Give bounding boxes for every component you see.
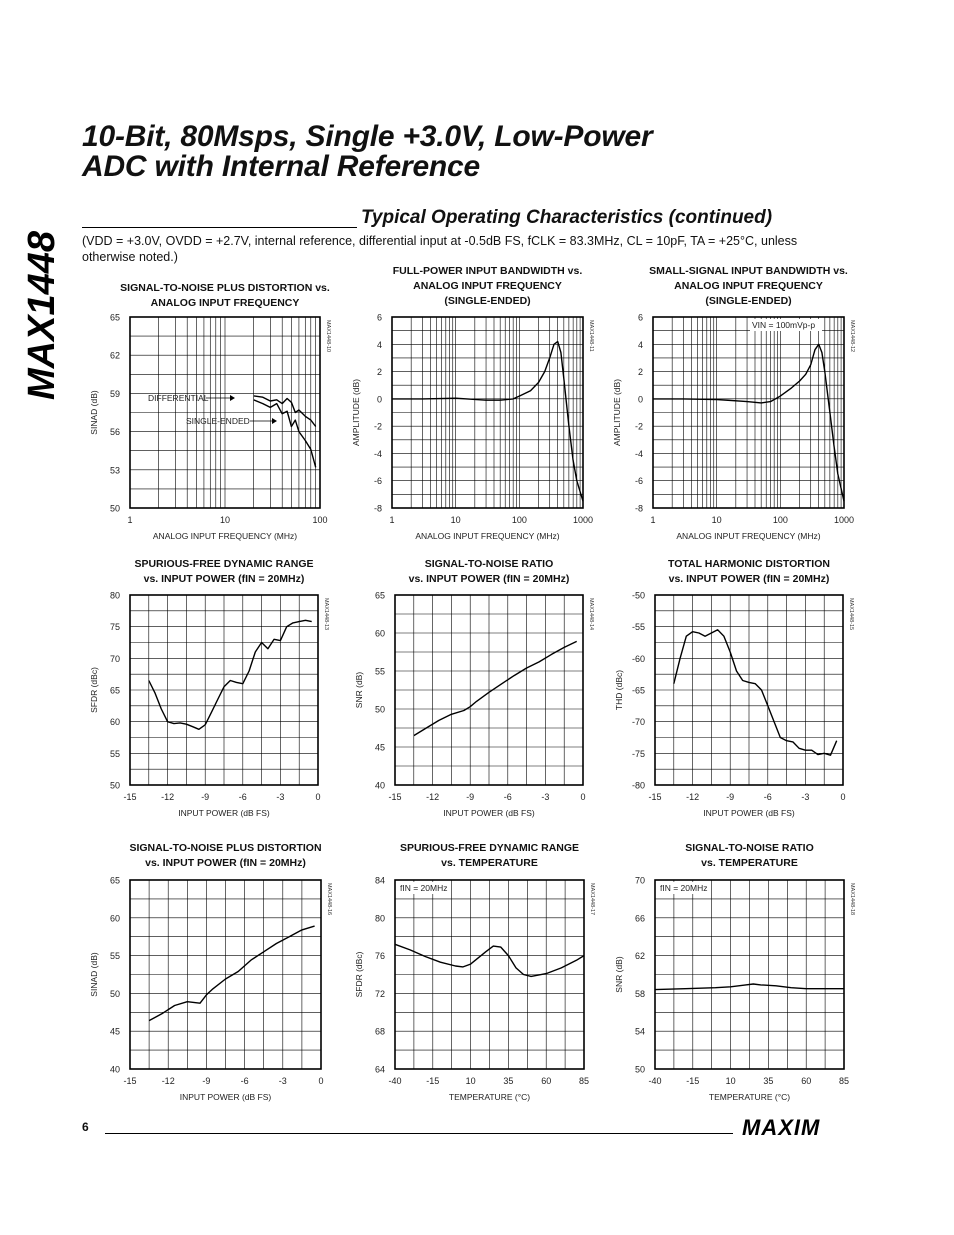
- gridlines: [653, 317, 844, 508]
- chart-title: [372, 264, 603, 309]
- x-tick-label: -3: [276, 792, 285, 802]
- chart-c9: [614, 875, 855, 1102]
- y-tick-label: 75: [109, 622, 120, 633]
- x-tick-label: 85: [578, 1076, 590, 1086]
- y-tick-label: 0: [376, 394, 382, 405]
- x-tick-label: 35: [763, 1076, 774, 1086]
- annotation-arrowhead: [272, 418, 277, 424]
- x-tick-label: 60: [801, 1076, 812, 1086]
- y-axis-label: SNR (dB): [614, 956, 624, 993]
- figure-tag: MAX1448-12: [849, 320, 855, 353]
- y-tick-label: 59: [109, 388, 120, 399]
- gridlines: [655, 595, 843, 785]
- y-tick-label: 53: [109, 465, 120, 476]
- y-tick-label: 80: [109, 590, 120, 601]
- y-tick-label: 60: [109, 913, 120, 924]
- x-tick-label: 1: [127, 515, 133, 525]
- page-title: [82, 122, 652, 182]
- y-tick-label: 65: [109, 312, 120, 323]
- x-tick-label: -6: [238, 792, 247, 802]
- part-number-sidebar: [10, 200, 60, 400]
- y-tick-label: 70: [109, 653, 120, 664]
- x-tick-label: 100: [772, 515, 788, 525]
- y-tick-label: 62: [634, 951, 645, 962]
- y-tick-label: 45: [374, 742, 385, 753]
- chart-title-line: vs. INPUT POWER (fIN = 20MHz): [145, 857, 306, 869]
- y-tick-label: 70: [634, 875, 645, 886]
- chart-title-line: vs. TEMPERATURE: [441, 857, 538, 869]
- y-axis-label: AMPLITUDE (dB): [612, 378, 622, 447]
- y-tick-label: 2: [376, 367, 382, 378]
- y-tick-label: -6: [373, 476, 382, 487]
- y-tick-label: -2: [634, 421, 643, 432]
- x-tick-label: 100: [312, 515, 328, 525]
- x-tick-label: -15: [648, 792, 662, 802]
- y-tick-label: -80: [631, 780, 645, 791]
- y-tick-label: 6: [637, 312, 643, 323]
- chart-c6: [614, 590, 854, 818]
- chart-c2: [351, 312, 594, 541]
- x-tick-label: -6: [763, 792, 772, 802]
- figure-tag: MAX1448-14: [588, 598, 594, 631]
- x-tick-label: -9: [466, 792, 475, 802]
- y-tick-label: 4: [376, 339, 382, 350]
- x-tick-label: 85: [838, 1076, 850, 1086]
- y-tick-label: -6: [634, 476, 643, 487]
- annotation-text: VIN = 100mVp-p: [752, 320, 816, 330]
- series-line-1: [392, 342, 583, 502]
- y-axis-label: SNR (dB): [354, 671, 364, 709]
- x-tick-label: -3: [278, 1076, 287, 1086]
- chart-c1: [89, 312, 331, 541]
- y-tick-label: 60: [374, 628, 385, 639]
- x-tick-label: -6: [240, 1076, 249, 1086]
- y-tick-label: -4: [373, 448, 382, 459]
- x-tick-label: 10: [465, 1076, 476, 1086]
- y-tick-label: 72: [374, 988, 385, 999]
- y-tick-label: -8: [634, 503, 643, 514]
- x-tick-label: -15: [686, 1076, 700, 1086]
- y-axis-label: SFDR (dBc): [89, 667, 99, 713]
- series-line-1: [254, 396, 316, 427]
- chart-c8: [354, 875, 595, 1102]
- annotation-text: fIN = 20MHz: [660, 883, 708, 893]
- chart-title: [635, 841, 864, 871]
- y-tick-label: 55: [374, 666, 385, 677]
- footer-rule: [105, 1133, 733, 1134]
- chart-c4: [89, 590, 329, 818]
- section-title: Typical Operating Characteristics (continued): [361, 207, 773, 228]
- x-axis-label: ANALOG INPUT FREQUENCY (MHz): [152, 531, 298, 541]
- x-tick-label: 1000: [572, 515, 594, 525]
- y-tick-label: 40: [374, 780, 385, 791]
- y-tick-label: 50: [109, 780, 120, 791]
- y-tick-label: 76: [374, 951, 385, 962]
- y-tick-label: -75: [631, 748, 645, 759]
- chart-title-line: SIGNAL-TO-NOISE PLUS DISTORTION vs.: [120, 282, 330, 294]
- y-axis-label: SINAD (dB): [89, 390, 99, 435]
- y-tick-label: 50: [109, 988, 120, 999]
- x-tick-label: 35: [503, 1076, 514, 1086]
- section-rule: [82, 227, 357, 228]
- part-number-vertical: MAX1448: [21, 231, 60, 400]
- y-tick-label: 65: [109, 685, 120, 696]
- y-axis-label: SFDR (dBc): [354, 951, 364, 998]
- x-tick-label: 10: [219, 515, 231, 525]
- x-axis-label: TEMPERATURE (°C): [708, 1092, 791, 1102]
- page-number: 6: [82, 1120, 89, 1134]
- x-tick-label: -15: [388, 792, 402, 802]
- x-tick-label: -9: [726, 792, 735, 802]
- chart-title-line: SPURIOUS-FREE DYNAMIC RANGE: [134, 558, 314, 570]
- chart-title: [633, 264, 864, 309]
- x-axis-label: INPUT POWER (dB FS): [703, 808, 795, 818]
- y-tick-label: 4: [637, 339, 643, 350]
- x-tick-label: 0: [318, 1076, 324, 1086]
- y-tick-label: 84: [374, 875, 385, 886]
- chart-c7: [89, 875, 332, 1102]
- x-tick-label: 10: [450, 515, 461, 525]
- gridlines: [655, 880, 844, 1069]
- chart-title-line: SIGNAL-TO-NOISE PLUS DISTORTION: [129, 842, 322, 854]
- chart-c5: [354, 590, 594, 818]
- x-tick-label: -40: [388, 1076, 402, 1086]
- chart-title: [375, 841, 604, 871]
- x-tick-label: -12: [161, 792, 175, 802]
- chart-title-line: ANALOG INPUT FREQUENCY: [150, 297, 300, 309]
- x-tick-label: -9: [202, 1076, 211, 1086]
- x-tick-label: 1: [650, 515, 656, 525]
- y-tick-label: 0: [637, 394, 643, 405]
- x-tick-label: 60: [541, 1076, 552, 1086]
- series-line-2: [254, 400, 316, 468]
- chart-title-line: vs. INPUT POWER (fIN = 20MHz): [408, 573, 570, 585]
- figure-tag: MAX1448-17: [589, 883, 595, 916]
- y-tick-label: 2: [637, 367, 643, 378]
- chart-title-line: vs. INPUT POWER (fIN = 20MHz): [668, 573, 830, 585]
- chart-title-line: ANALOG INPUT FREQUENCY: [413, 280, 562, 292]
- x-axis-label: ANALOG INPUT FREQUENCY (MHz): [415, 531, 560, 541]
- y-tick-label: 55: [109, 951, 120, 962]
- chart-title-line: (SINGLE-ENDED): [705, 295, 792, 307]
- y-tick-label: -8: [373, 503, 382, 514]
- x-tick-label: 1: [389, 515, 395, 525]
- chart-title-line: SMALL-SIGNAL INPUT BANDWIDTH vs.: [649, 265, 848, 277]
- maxim-logo: [742, 1117, 854, 1144]
- x-tick-label: 100: [511, 515, 527, 525]
- y-axis-label: THD (dBc): [614, 669, 624, 711]
- y-tick-label: 64: [374, 1064, 385, 1075]
- x-axis-label: TEMPERATURE (°C): [448, 1092, 531, 1102]
- chart-title: [375, 557, 603, 587]
- x-tick-label: -15: [123, 792, 137, 802]
- chart-title-line: TOTAL HARMONIC DISTORTION: [668, 558, 830, 570]
- y-tick-label: 50: [374, 704, 385, 715]
- x-tick-label: -40: [648, 1076, 662, 1086]
- chart-title: [110, 841, 341, 871]
- x-tick-label: 10: [725, 1076, 736, 1086]
- series-line-1: [414, 641, 577, 735]
- chart-title: [110, 557, 338, 587]
- x-tick-label: 0: [580, 792, 586, 802]
- gridlines: [395, 595, 583, 785]
- x-axis-label: INPUT POWER (dB FS): [178, 808, 270, 818]
- x-tick-label: -9: [201, 792, 210, 802]
- gridlines: [130, 317, 320, 508]
- figure-tag: MAX1448-13: [323, 598, 329, 631]
- y-tick-label: 56: [109, 427, 120, 438]
- series-line-1: [674, 630, 837, 755]
- x-tick-label: -6: [503, 792, 512, 802]
- x-tick-label: 0: [840, 792, 846, 802]
- x-tick-label: -12: [686, 792, 700, 802]
- annotation-arrowhead: [230, 395, 235, 401]
- y-tick-label: 6: [376, 312, 382, 323]
- test-conditions: (VDD = +3.0V, OVDD = +2.7V, internal reference, differential input at -0.5dB FS, fCLK = 83.3MHz, CL = 10pF, TA = +25°C, unless otherwise noted.): [82, 234, 798, 264]
- y-tick-label: 58: [634, 988, 645, 999]
- x-axis-label: ANALOG INPUT FREQUENCY (MHz): [676, 531, 821, 541]
- x-tick-label: 0: [315, 792, 321, 802]
- annotation-differential: DIFFERENTIAL: [148, 393, 209, 403]
- annotation-single-ended: SINGLE-ENDED: [186, 416, 250, 426]
- title-line-2: ADC with Internal Reference: [82, 150, 481, 183]
- figure-tag: MAX1448-15: [848, 598, 854, 631]
- x-tick-label: 10: [711, 515, 722, 525]
- y-tick-label: 60: [109, 717, 120, 728]
- x-tick-label: -12: [426, 792, 440, 802]
- chart-c3: [612, 312, 855, 541]
- series-line-1: [149, 926, 315, 1021]
- y-tick-label: -4: [634, 448, 643, 459]
- chart-title-line: vs. INPUT POWER (fIN = 20MHz): [143, 573, 305, 585]
- gridlines: [392, 317, 583, 508]
- y-tick-label: 80: [374, 913, 385, 924]
- x-tick-label: 1000: [833, 515, 855, 525]
- x-tick-label: -15: [123, 1076, 137, 1086]
- y-axis-label: SINAD (dB): [89, 952, 99, 997]
- y-tick-label: -60: [631, 653, 645, 664]
- y-tick-label: -55: [631, 622, 645, 633]
- y-tick-label: 50: [109, 503, 120, 514]
- figure-tag: MAX1448-16: [326, 883, 332, 916]
- title-line-1: 10-Bit, 80Msps, Single +3.0V, Low-Power: [82, 120, 653, 153]
- gridlines: [395, 880, 584, 1069]
- y-tick-label: 50: [634, 1064, 645, 1075]
- y-tick-label: 68: [374, 1026, 385, 1037]
- y-axis-label: AMPLITUDE (dB): [351, 378, 361, 447]
- series-line-1: [653, 344, 844, 501]
- chart-title-line: SIGNAL-TO-NOISE RATIO: [685, 842, 814, 854]
- logo-text: MAXIM: [742, 1117, 821, 1139]
- x-tick-label: -15: [426, 1076, 440, 1086]
- x-axis-label: INPUT POWER (dB FS): [443, 808, 535, 818]
- chart-title-line: SPURIOUS-FREE DYNAMIC RANGE: [399, 842, 580, 854]
- y-tick-label: 65: [374, 590, 385, 601]
- y-tick-label: -2: [373, 421, 382, 432]
- chart-title-line: vs. TEMPERATURE: [701, 857, 798, 869]
- x-axis-label: INPUT POWER (dB FS): [179, 1092, 272, 1102]
- x-tick-label: -12: [161, 1076, 175, 1086]
- y-tick-label: -70: [631, 717, 645, 728]
- y-tick-label: 55: [109, 748, 120, 759]
- figure-tag: MAX1448-11: [588, 320, 594, 352]
- x-tick-label: -3: [541, 792, 550, 802]
- y-tick-label: 45: [109, 1026, 120, 1037]
- y-tick-label: 66: [634, 913, 645, 924]
- figure-tag: MAX1448-10: [325, 320, 331, 353]
- y-tick-label: 54: [634, 1026, 645, 1037]
- y-tick-label: -65: [631, 685, 645, 696]
- y-tick-label: 65: [109, 875, 120, 886]
- chart-title-line: FULL-POWER INPUT BANDWIDTH vs.: [392, 265, 583, 277]
- annotation-text: fIN = 20MHz: [400, 883, 448, 893]
- chart-title: [635, 557, 863, 587]
- series-line-1: [149, 620, 312, 729]
- gridlines: [130, 880, 321, 1069]
- chart-title-line: (SINGLE-ENDED): [444, 295, 531, 307]
- chart-title: [110, 281, 340, 311]
- x-tick-label: -3: [801, 792, 810, 802]
- y-tick-label: -50: [631, 590, 645, 601]
- figure-tag: MAX1448-18: [849, 883, 855, 916]
- gridlines: [130, 595, 318, 785]
- chart-title-line: SIGNAL-TO-NOISE RATIO: [424, 558, 554, 570]
- chart-title-line: ANALOG INPUT FREQUENCY: [674, 280, 823, 292]
- y-tick-label: 62: [109, 350, 120, 361]
- y-tick-label: 40: [109, 1064, 120, 1075]
